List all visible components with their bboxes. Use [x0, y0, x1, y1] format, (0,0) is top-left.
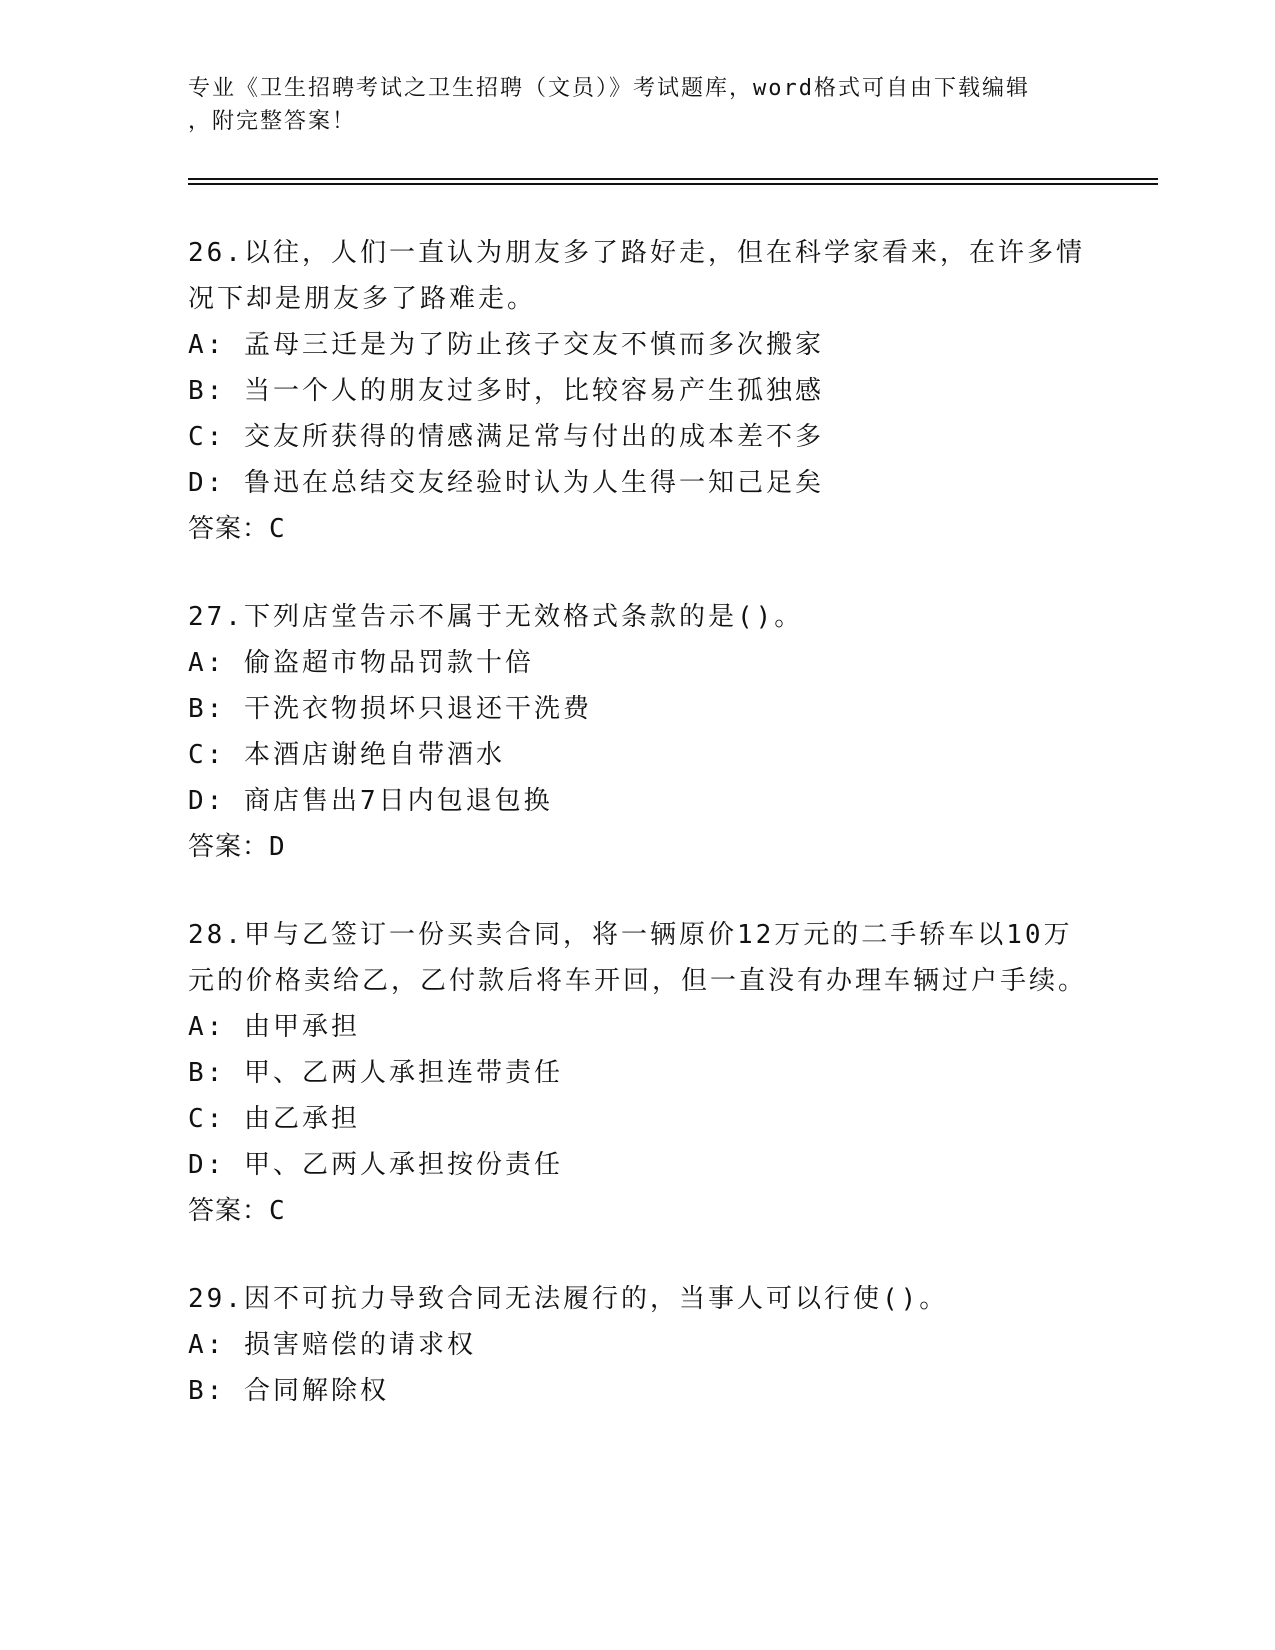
answer-value: D: [269, 832, 286, 862]
option-c: C: 交友所获得的情感满足常与付出的成本差不多: [188, 422, 824, 452]
question-stem: 29.因不可抗力导致合同无法履行的，当事人可以行使()。: [188, 1284, 949, 1314]
answer-line: [188, 506, 1088, 552]
question-28: [188, 912, 1088, 1234]
question-stem: 27.下列店堂告示不属于无效格式条款的是()。: [188, 602, 804, 632]
option-d: D: 甲、乙两人承担按份责任: [188, 1150, 563, 1180]
header-line-2: ，附完整答案！: [188, 109, 357, 134]
answer-label: 答案：: [188, 1196, 270, 1226]
option-c: C: 本酒店谢绝自带酒水: [188, 740, 505, 770]
question-29: [188, 1276, 1088, 1414]
option-b: B: 当一个人的朋友过多时，比较容易产生孤独感: [188, 376, 824, 406]
question-list: [188, 230, 1088, 1456]
header-line-1: 专业《卫生招聘考试之卫生招聘（文员）》考试题库，word格式可自由下载编辑: [188, 76, 1030, 101]
option-d: D: 商店售出7日内包退包换: [188, 786, 553, 816]
answer-label: 答案：: [188, 514, 270, 544]
header-rule-top: [188, 178, 1158, 180]
option-b: B: 合同解除权: [188, 1376, 389, 1406]
header-rule-bottom: [188, 183, 1158, 185]
option-a: A: 损害赔偿的请求权: [188, 1330, 476, 1360]
question-stem: 28.甲与乙签订一份买卖合同，将一辆原价12万元的二手轿车以10万元的价格卖给乙，乙付款后将车开回，但一直没有办理车辆过户手续。: [188, 920, 1088, 996]
option-c: C: 由乙承担: [188, 1104, 360, 1134]
answer-line: [188, 824, 1088, 870]
option-a: A: 孟母三迁是为了防止孩子交友不慎而多次搬家: [188, 330, 824, 360]
question-27: [188, 594, 1088, 870]
option-a: A: 由甲承担: [188, 1012, 360, 1042]
answer-value: C: [269, 1196, 286, 1226]
answer-line: [188, 1188, 1088, 1234]
option-b: B: 甲、乙两人承担连带责任: [188, 1058, 563, 1088]
question-stem: 26.以往，人们一直认为朋友多了路好走，但在科学家看来，在许多情况下却是朋友多了路难走。: [188, 238, 1085, 314]
option-b: B: 干洗衣物损坏只退还干洗费: [188, 694, 592, 724]
document-header: [188, 72, 1088, 138]
answer-value: C: [269, 514, 286, 544]
question-26: [188, 230, 1088, 552]
option-a: A: 偷盗超市物品罚款十倍: [188, 648, 534, 678]
answer-label: 答案：: [188, 832, 270, 862]
option-d: D: 鲁迅在总结交友经验时认为人生得一知己足矣: [188, 468, 824, 498]
